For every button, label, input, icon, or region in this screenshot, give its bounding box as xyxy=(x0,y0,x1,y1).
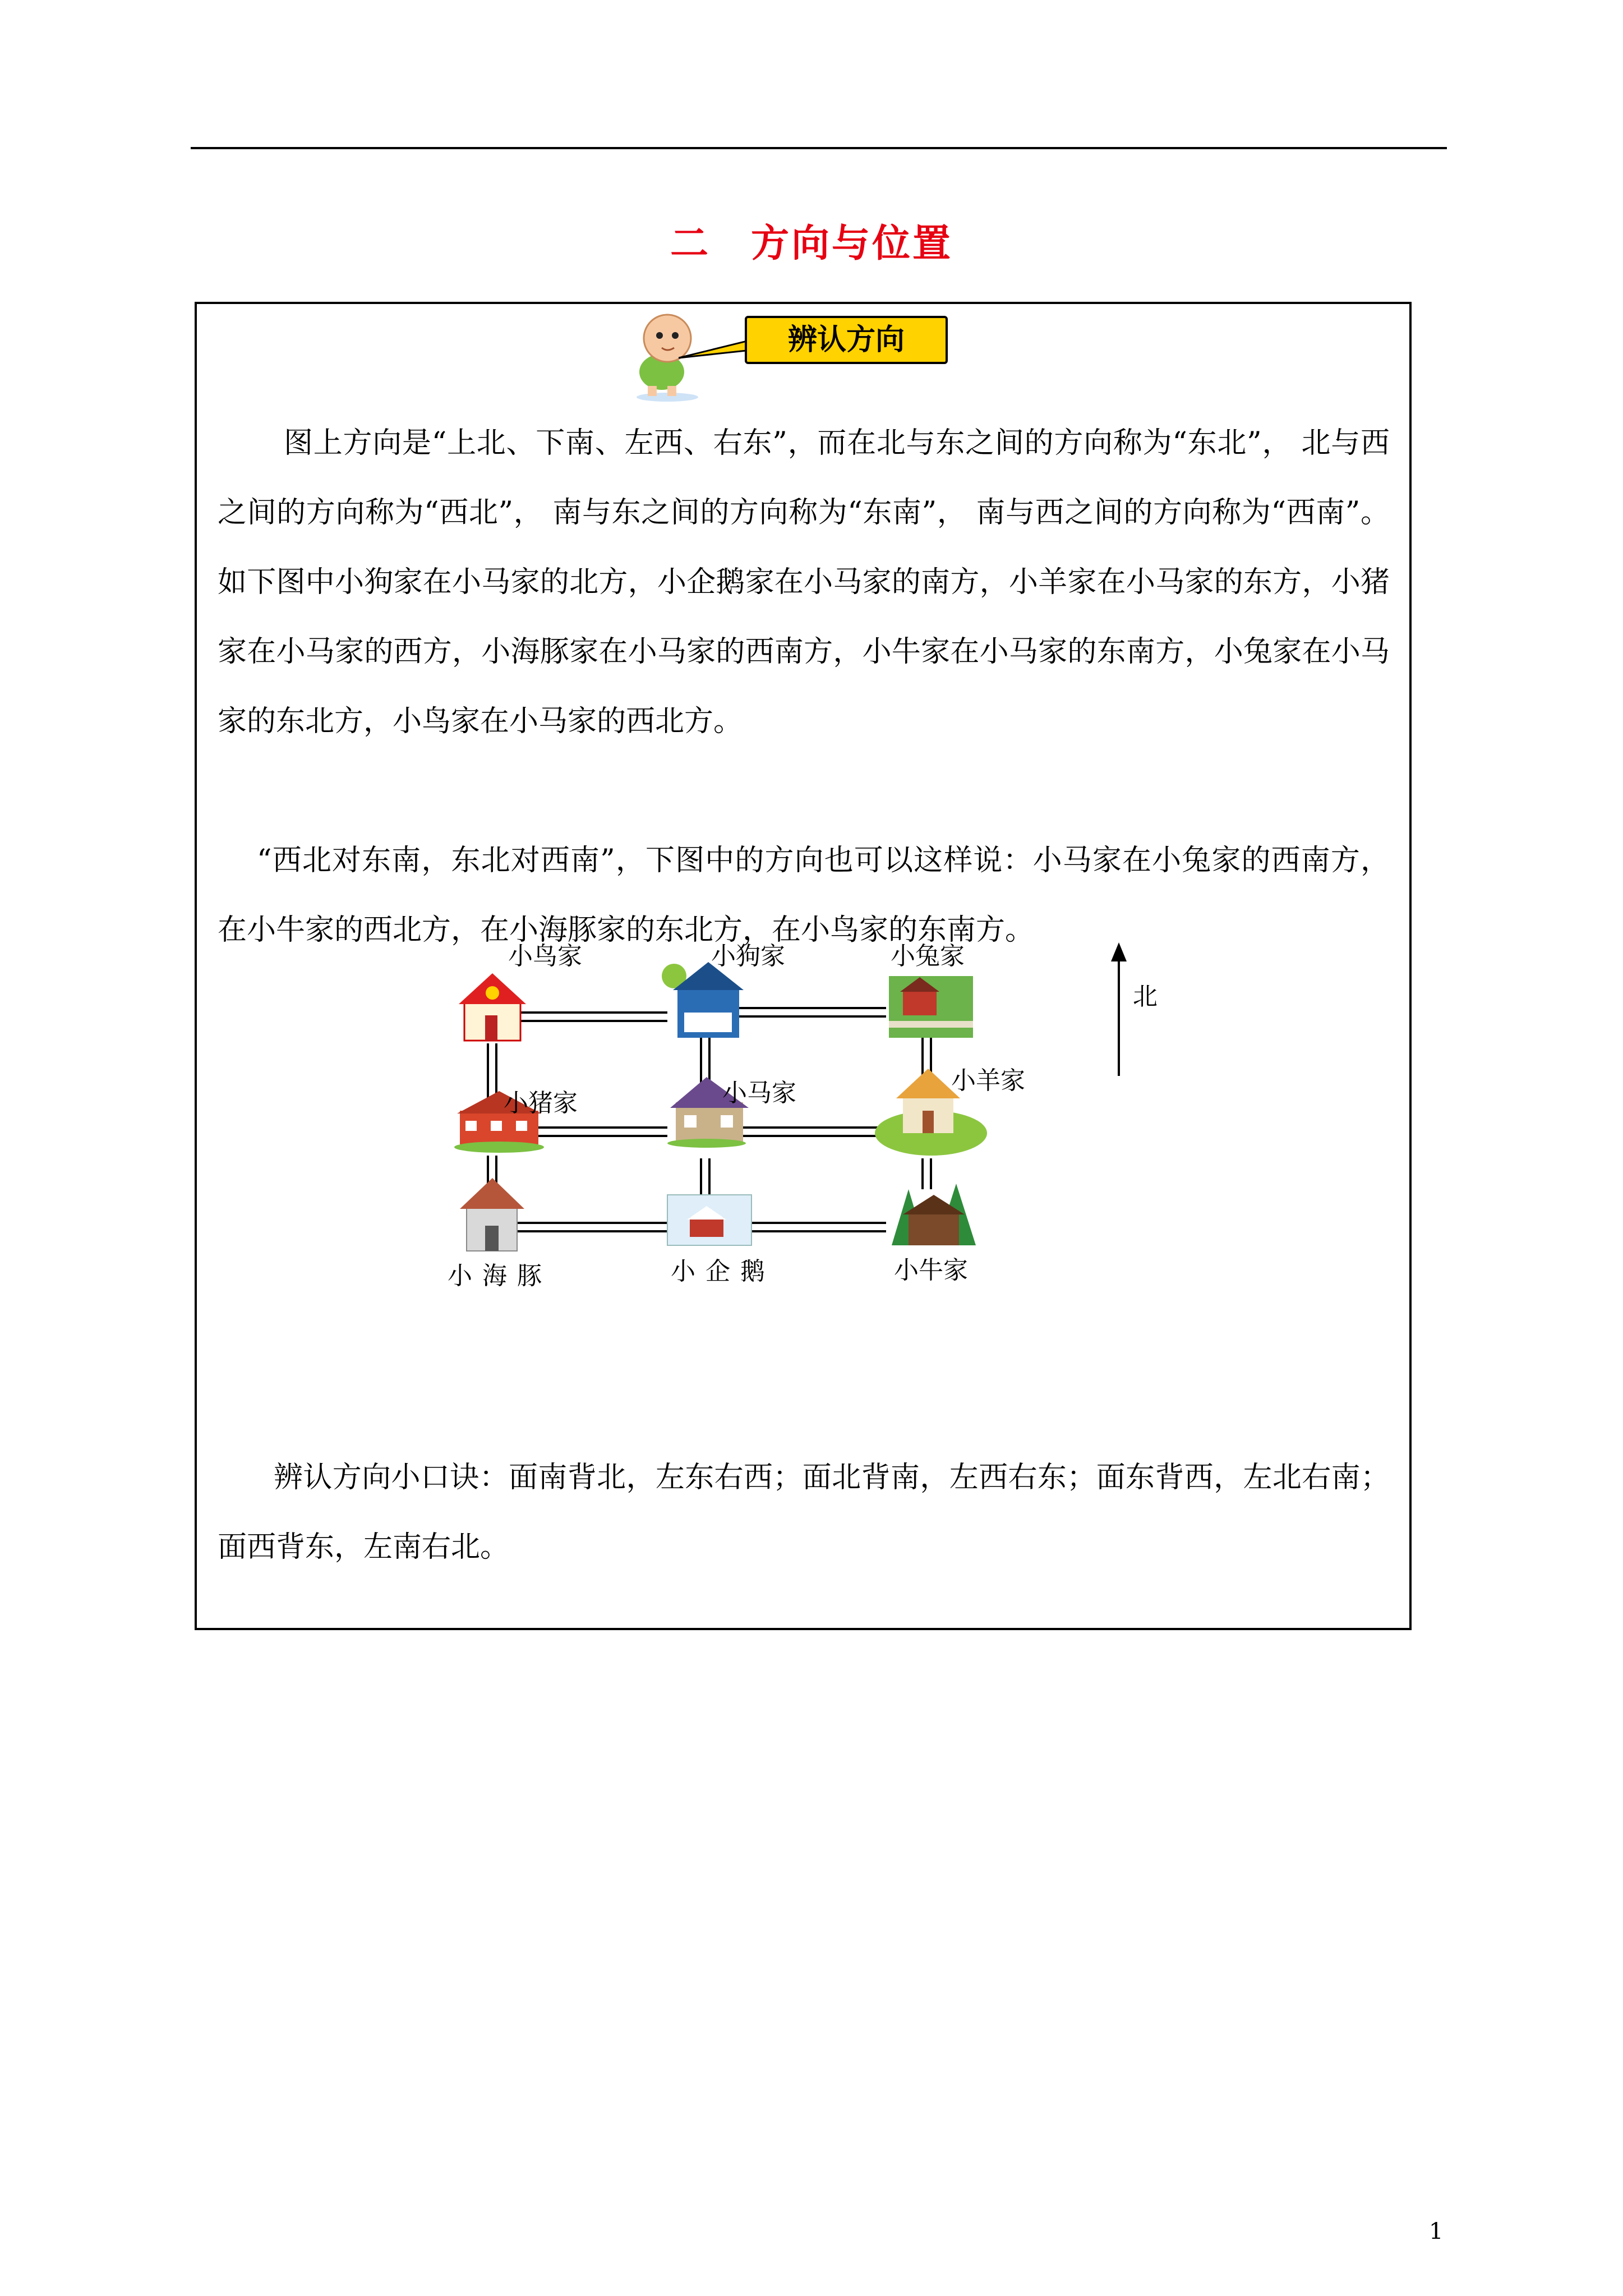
north-arrow-icon xyxy=(1108,942,1130,1077)
speech-pointer xyxy=(679,337,751,359)
paragraph-mnemonic: 辨认方向小口诀：面南背北，左东右西；面北背南，左西右东；面东背西，左北右南；面西背东，左南右北。 xyxy=(218,1461,1390,1564)
bird-house-icon xyxy=(459,973,526,1041)
label-rabbit: 小兔家 xyxy=(891,942,965,970)
north-label: 北 xyxy=(1133,982,1158,1011)
dolphin-house-icon xyxy=(460,1178,524,1251)
label-pig: 小猪家 xyxy=(504,1089,578,1117)
label-sheep: 小羊家 xyxy=(951,1066,1025,1095)
penguin-house-icon xyxy=(667,1195,751,1245)
label-cow: 小牛家 xyxy=(894,1256,968,1285)
label-bird: 小鸟家 xyxy=(508,942,582,970)
direction-map xyxy=(443,942,1004,1301)
label-horse: 小马家 xyxy=(722,1079,796,1107)
label-dolphin: 小海豚 xyxy=(448,1262,552,1290)
page-title: 二 方向与位置 xyxy=(670,221,953,266)
label-penguin: 小企鹅 xyxy=(671,1257,775,1286)
page-number: 1 xyxy=(1429,2219,1444,2244)
dog-house-icon xyxy=(662,962,744,1038)
header-rule xyxy=(191,147,1447,149)
label-dog: 小狗家 xyxy=(711,942,785,970)
paragraph-opposites: “西北对东南，东北对西南”，下图中的方向也可以这样说：小马家在小兔家的西南方，在小牛家的西北方，在小海豚家的东北方，在小鸟家的东南方。 xyxy=(218,844,1390,947)
rabbit-house-icon xyxy=(889,976,973,1038)
section-banner: 辨认方向 xyxy=(745,316,948,364)
paragraph-directions: 图上方向是“上北、下南、左西、右东”，而在北与东之间的方向称为“东北”， 北与西之间的方向称为“西北”， 南与东之间的方向称为“东南”， 南与西之间的方向称为“西南”。如下图中小狗家在小马家的北方，小企鹅家在小马家的南方，小羊家在小马家的东方，小猪家在小马家的西方，小海豚家在小马家的西南方，小牛家在小马家的东南方，小兔家在小马家的东北方，小鸟家在小马家的西北方。 xyxy=(218,426,1390,738)
cow-house-icon xyxy=(892,1184,976,1245)
